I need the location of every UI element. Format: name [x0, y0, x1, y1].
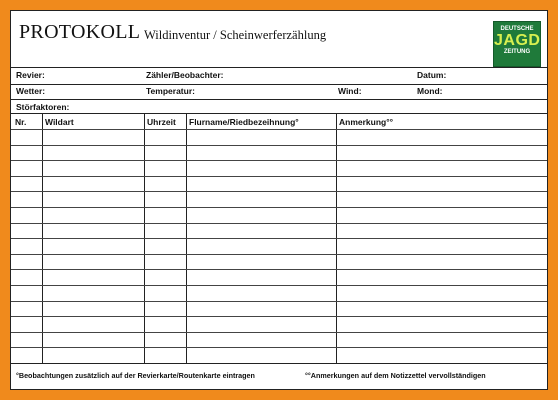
logo-line-3: ZEITUNG — [503, 49, 531, 55]
col-uhrzeit: Uhrzeit — [147, 117, 176, 127]
col-nr: Nr. — [15, 117, 27, 127]
table-row — [11, 129, 547, 130]
footer-note-2: °°Anmerkungen auf dem Notizzettel vervollständigen — [305, 371, 486, 380]
footer-note-1: °Beobachtungen zusätzlich auf der Revierkarte/Routenkarte eintragen — [16, 371, 255, 380]
col-wildart: Wildart — [45, 117, 74, 127]
field-temperatur: Temperatur: — [146, 86, 195, 96]
header-rule-1 — [11, 67, 547, 68]
col-anmerkung: Anmerkung°° — [339, 117, 394, 127]
table-row — [11, 238, 547, 239]
table-row — [11, 254, 547, 255]
table-row — [11, 191, 547, 192]
table-row — [11, 223, 547, 224]
table-row — [11, 207, 547, 208]
field-revier: Revier: — [16, 70, 45, 80]
field-wind: Wind: — [338, 86, 362, 96]
table-row — [11, 347, 547, 348]
table-bottom-rule — [11, 363, 547, 364]
table-row — [11, 176, 547, 177]
field-mond: Mond: — [417, 86, 443, 96]
header-rule-2 — [11, 84, 547, 85]
table-row — [11, 160, 547, 161]
table-row — [11, 285, 547, 286]
logo-line-1: DEUTSCHE — [500, 26, 534, 32]
col-flurname: Flurname/Riedbezeihnung° — [189, 117, 299, 127]
header-rule-3 — [11, 99, 547, 100]
field-datum: Datum: — [417, 70, 447, 80]
field-zaehler: Zähler/Beobachter: — [146, 70, 224, 80]
page-subtitle: Wildinventur / Scheinwerferzählung — [144, 28, 327, 42]
logo-line-2: JAGD — [494, 32, 541, 49]
field-wetter: Wetter: — [16, 86, 46, 96]
jagdzeitung-logo — [493, 21, 541, 67]
table-row — [11, 332, 547, 333]
table-row — [11, 269, 547, 270]
table-row — [11, 316, 547, 317]
page-title: PROTOKOLL — [19, 21, 141, 43]
table-row — [11, 301, 547, 302]
table-row — [11, 145, 547, 146]
field-stoerfaktoren: Störfaktoren: — [16, 102, 70, 112]
table-top-rule — [11, 113, 547, 114]
protocol-sheet — [10, 10, 548, 390]
